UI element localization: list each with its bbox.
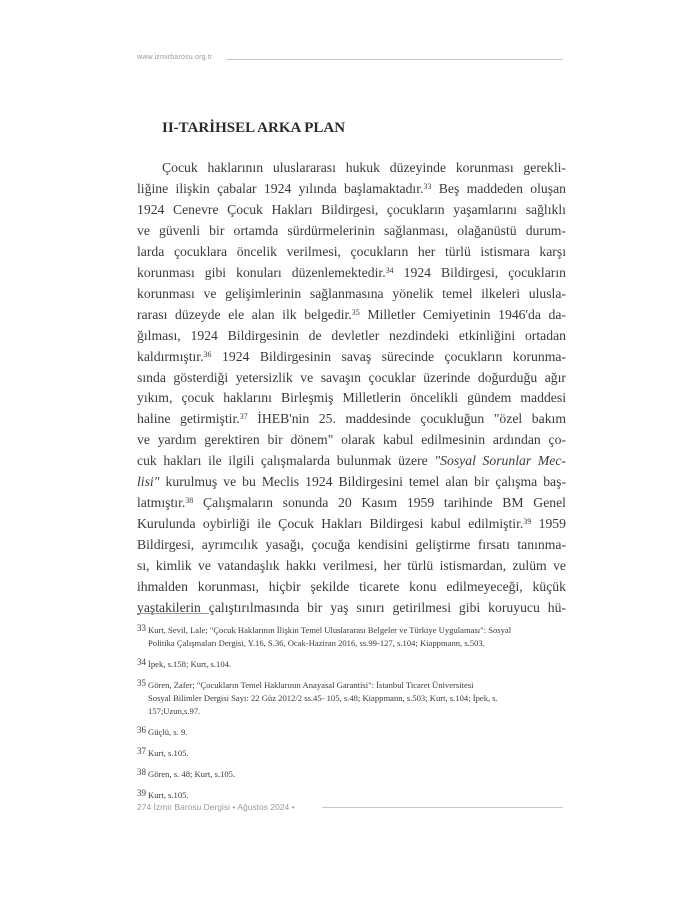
footnote-text: Güçlü, s. 9. — [148, 727, 188, 737]
section-title: II-TARİHSEL ARKA PLAN — [162, 120, 346, 136]
footnote-ref[interactable]: 34 — [385, 265, 394, 275]
footnote-text: Kurt, s.105. — [148, 748, 189, 758]
footnote-text: Kurt, s.105. — [148, 790, 189, 800]
body-line: larda çocuklara öncelik verilmesi, çocukların her türlü istismara karşı — [137, 243, 566, 259]
body-line: Kurulunda oybirliği ile Çocuk Hakları Bildirgesi kabul edilmiştir.$^{39}$ 1959 — [137, 516, 566, 532]
footnote-number: 33 — [137, 623, 146, 633]
footnote-ref[interactable]: 39 — [523, 517, 532, 527]
body-line: Çocuk haklarının uluslararası hukuk düzeyinde korunması gerekli- — [162, 160, 566, 175]
footer-rule — [322, 807, 563, 808]
footnote-ref[interactable]: 38 — [185, 496, 194, 506]
body-line: ve yardım gerektiren bir dönem" olarak kabul edilmesinin ardından ço- — [137, 432, 566, 448]
footnote-ref[interactable]: 35 — [351, 307, 360, 317]
body-line: yıkım, çocuk haklarını Birleşmiş Milletlerin öncelikli gündem maddesi — [137, 390, 566, 406]
footnote — [137, 787, 566, 802]
footnote — [137, 656, 566, 671]
footnote-number: 38 — [137, 767, 146, 777]
footnote-number: 35 — [137, 678, 146, 688]
header-url: www.izmirbarosu.org.tr — [137, 54, 213, 61]
body-line: ğılması, 1924 Bildirgesinin de devletler nezdindeki etkinliğini ortadan — [137, 327, 566, 343]
body-line: 1924 Cenevre Çocuk Hakları Bildirgesi, çocukların yaşamlarını sağlıklı — [137, 201, 566, 217]
footnote-ref[interactable]: 36 — [203, 349, 212, 359]
footnotes — [137, 622, 566, 808]
footnote-number: 37 — [137, 746, 146, 756]
body-line: latmıştır.$^{38}$ Çalışmaların sonunda 20 Kasım 1959 tarihinde BM Genel — [137, 495, 566, 511]
footnote-text: Gören, s. 48; Kurt, s.105. — [148, 769, 236, 779]
body-line: Bildirgesi, ayrımcılık yasağı, çocuğa kendisini geliştirme fırsatı tanınma- — [137, 537, 566, 553]
footnote-text: Sosyal Bilimler Dergisi Sayı: 22 Güz 2012/2 ss.45- 105, s.48; Kiappmann, s.503; Kurt, s.104; İpek, s. — [148, 693, 498, 703]
footnote-text: İpek, s.158; Kurt, s.104. — [148, 659, 232, 669]
footnote-number: 39 — [137, 788, 146, 798]
body-line: rarası düzeyde ele alan ilk belgedir.$^{35}$ Milletler Cemiyetinin 1946'da da- — [137, 306, 566, 322]
body-line: ihmalden korunması, hiçbir şekilde ticarete konu edilmeyeceği, küçük — [137, 579, 566, 595]
footnote — [137, 724, 566, 739]
body-line: korunması gibi konuları düzenlemektedir.$^{34}$ 1924 Bildirgesi, çocukların — [137, 264, 566, 280]
footnote-number: 36 — [137, 725, 146, 735]
body-line: kaldırmıştır.$^{36}$ 1924 Bildirgesinin savaş sürecinde çocukların korunma- — [137, 348, 566, 364]
body-line: lisi" kurulmuş ve bu Meclis 1924 Bildirgesini temel alan bir çalışma baş- — [137, 474, 566, 490]
footnote-number: 34 — [137, 657, 146, 667]
footnote — [137, 766, 566, 781]
body-paragraph — [137, 158, 566, 619]
body-line: korunması ve gelişimlerinin sağlanmasına yönelik temel ilkeleri ulusla- — [137, 285, 566, 301]
footnote — [137, 677, 566, 718]
body-line: liğine ilişkin çabalar 1924 yılında başlamaktadır.$^{33}$ Beş maddeden oluşan — [137, 180, 566, 196]
footnote-separator — [137, 613, 209, 614]
body-line: yaştakilerin çalıştırılmasında bir yaş sınırı getirilmesi gibi koruyucu hü- — [137, 600, 566, 616]
footnote — [137, 745, 566, 760]
body-line: ve güvenli bir ortamda sürdürmelerinin sağlanması, olağanüstü durum- — [137, 222, 566, 238]
footnote-text: Politika Çalışmaları Dergisi, Y.16, S.36, Ocak-Haziran 2016, ss.99-127, s.104; Kiappmann, s.503. — [148, 638, 485, 648]
footnote-ref[interactable]: 33 — [423, 181, 432, 191]
body-line: sı, kimlik ve vatandaşlık hakkı verilmesi, her türlü istismardan, zulüm ve — [137, 558, 566, 574]
footnote-text: Gören, Zafer; "Çocukların Temel Haklarının Anayasal Garantisi": İstanbul Ticaret Üniversitesi — [148, 680, 474, 690]
footnote — [137, 622, 566, 650]
footnote-text: Kurt, Sevil, Lale; "Çocuk Haklarının İlişkin Temel Uluslararası Belgeler ve Türkiye Uygulaması": Sosyal — [148, 625, 512, 635]
body-line: cuk hakları ile ilgili çalışmalarda bulunmak üzere "Sosyal Sorunlar Mec- — [137, 453, 566, 469]
footnote-ref[interactable]: 37 — [239, 412, 248, 422]
page-footer: 274 İzmir Barosu Dergisi • Ağustos 2024 • — [137, 802, 295, 812]
body-line: haline getirmiştir.$^{37}$ İHEB'nin 25. maddesinde çocukluğun "özel bakım — [137, 411, 566, 427]
header-rule — [226, 59, 563, 60]
footnote-text: 157;Uzun,s.97. — [148, 706, 201, 716]
body-line: sında gösterdiği yetersizlik ve savaşın çocuklar üzerinde doğurduğu ağır — [137, 369, 566, 385]
